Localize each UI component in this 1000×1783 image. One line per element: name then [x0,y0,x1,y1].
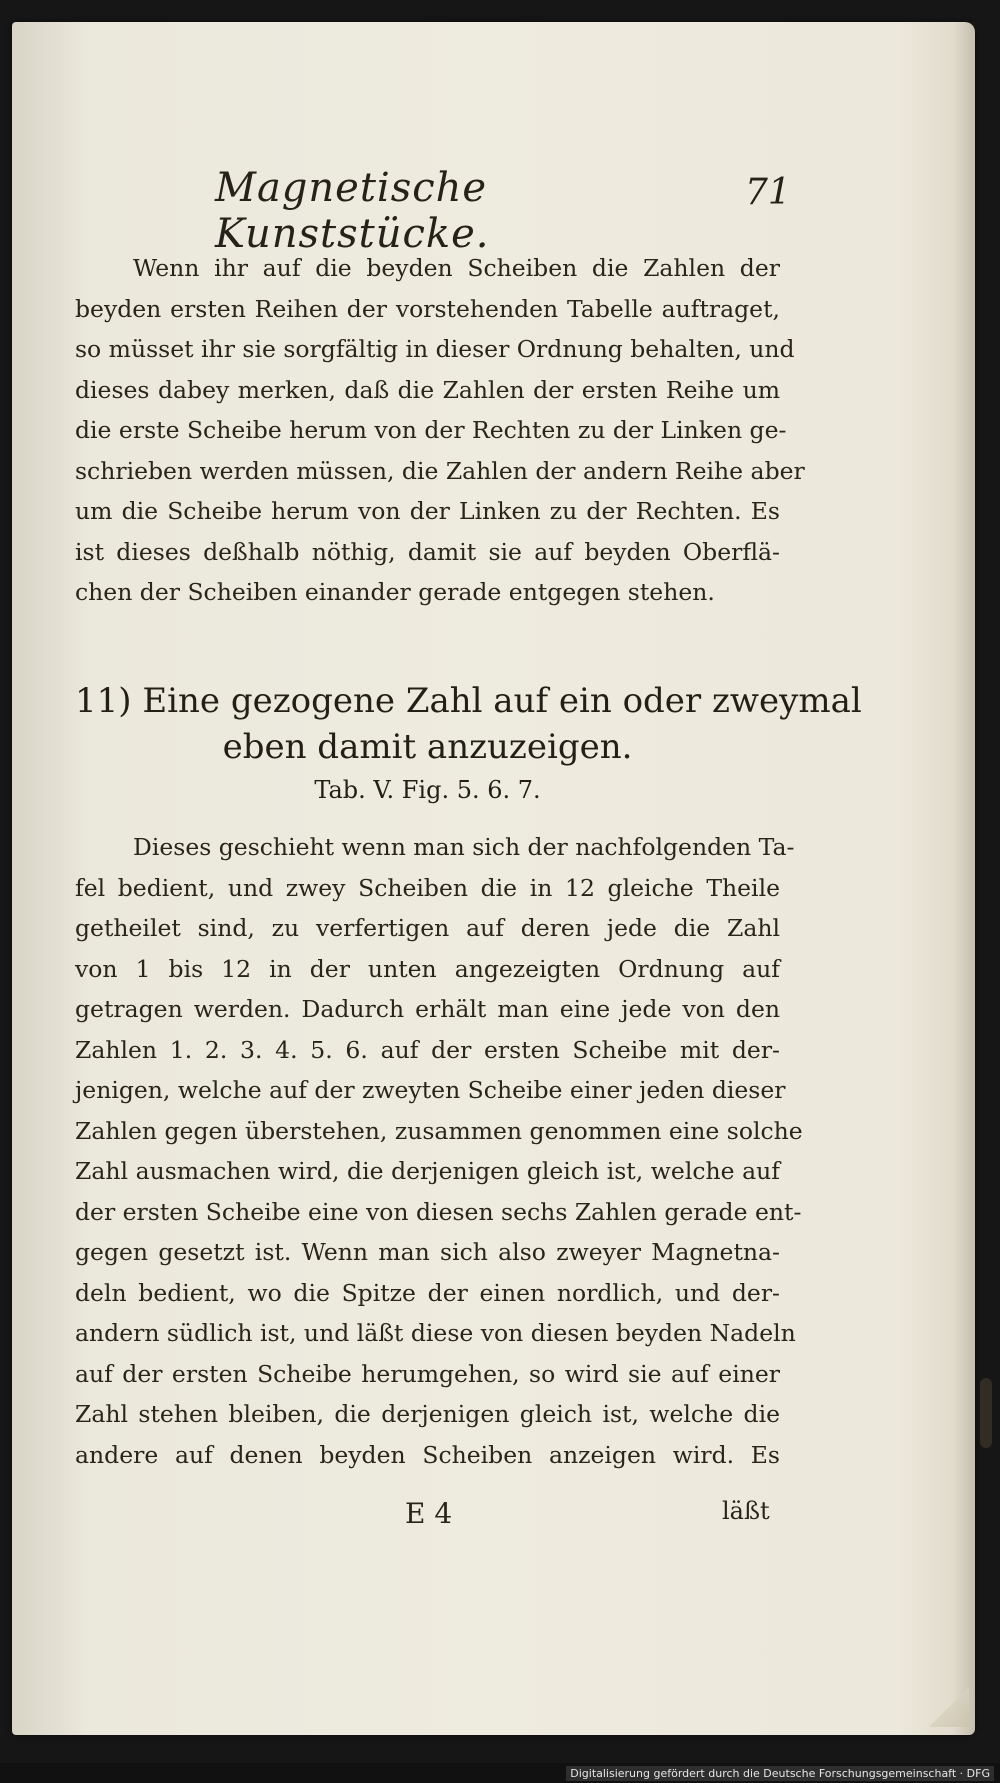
paragraph-2 [75,827,803,1475]
text-line: die erste Scheibe herum von der Rechten zu der Linken ge- [75,416,787,444]
text-line: beyden ersten Reihen der vorstehenden Tabelle auftraget, [75,294,780,323]
catchword: läßt [722,1497,770,1525]
page-corner-fold [929,1687,969,1727]
text-line: fel bedient, und zwey Scheiben die in 12 gleiche Theile [75,873,780,902]
text-line: Zahl ausmachen wird, die derjenigen gleich ist, welche auf [75,1157,780,1185]
text-line: um die Scheibe herum von der Linken zu der Rechten. Es [75,497,780,525]
text-line: getragen werden. Dadurch erhält man eine jede von den [75,995,780,1023]
signature-mark: E 4 [405,1497,453,1530]
heading-title-continued: eben damit anzuzeigen. [222,727,633,767]
text-line: getheilet sind, zu verfertigen auf deren jede die Zahl [75,914,780,942]
text-line: jenigen, welche auf der zweyten Scheibe einer jeden dieser [75,1076,786,1104]
text-line: Zahl stehen bleiben, die derjenigen gleich ist, welche die [75,1400,780,1428]
digitization-credit: Digitalisierung gefördert durch die Deutsche Forschungsgemeinschaft · DFG [566,1766,994,1781]
text-line: auf der ersten Scheibe herumgehen, so wird sie auf einer [75,1359,780,1388]
text-line: so müsset ihr sie sorgfältig in dieser Ordnung behalten, und [75,335,795,363]
text-line: von 1 bis 12 in der unten angezeigten Ordnung auf [75,954,780,983]
text-line: dieses dabey merken, daß die Zahlen der ersten Reihe um [75,375,780,404]
text-line: schrieben werden müssen, die Zahlen der andern Reihe aber [75,456,805,485]
page-edge-shadow [953,22,975,1735]
text-line: Zahlen 1. 2. 3. 4. 5. 6. auf der ersten Scheibe mit der- [75,1035,780,1064]
text-line: chen der Scheiben einander gerade entgegen stehen. [75,578,715,606]
text-line: Zahlen gegen überstehen, zusammen genommen eine solche [75,1116,803,1145]
text-line: andern südlich ist, und läßt diese von diesen beyden Nadeln [75,1319,796,1347]
figure-reference: Tab. V. Fig. 5. 6. 7. [314,776,541,804]
text-line: ist dieses deßhalb nöthig, damit sie auf beyden Oberflä- [75,537,780,566]
text-line: andere auf denen beyden Scheiben anzeigen wird. Es [75,1440,780,1469]
text-line: Wenn ihr auf die beyden Scheiben die Zahlen der [133,254,780,282]
bookmark-ribbon [980,1378,992,1448]
text-line: Dieses geschieht wenn man sich der nachfolgenden Ta- [133,833,795,861]
text-line: gegen gesetzt ist. Wenn man sich also zweyer Magnetna- [75,1238,780,1266]
section-heading [75,678,862,810]
text-line: deln bedient, wo die Spitze der einen nordlich, und der- [75,1278,780,1307]
heading-title: 11) Eine gezogene Zahl auf ein oder zweymal [75,681,862,721]
text-line: der ersten Scheibe eine von diesen sechs Zahlen gerade ent- [75,1197,802,1226]
running-head: Magnetische Kunststücke. [215,165,490,257]
paragraph-1 [75,248,805,613]
page-number: 71 [745,172,791,213]
